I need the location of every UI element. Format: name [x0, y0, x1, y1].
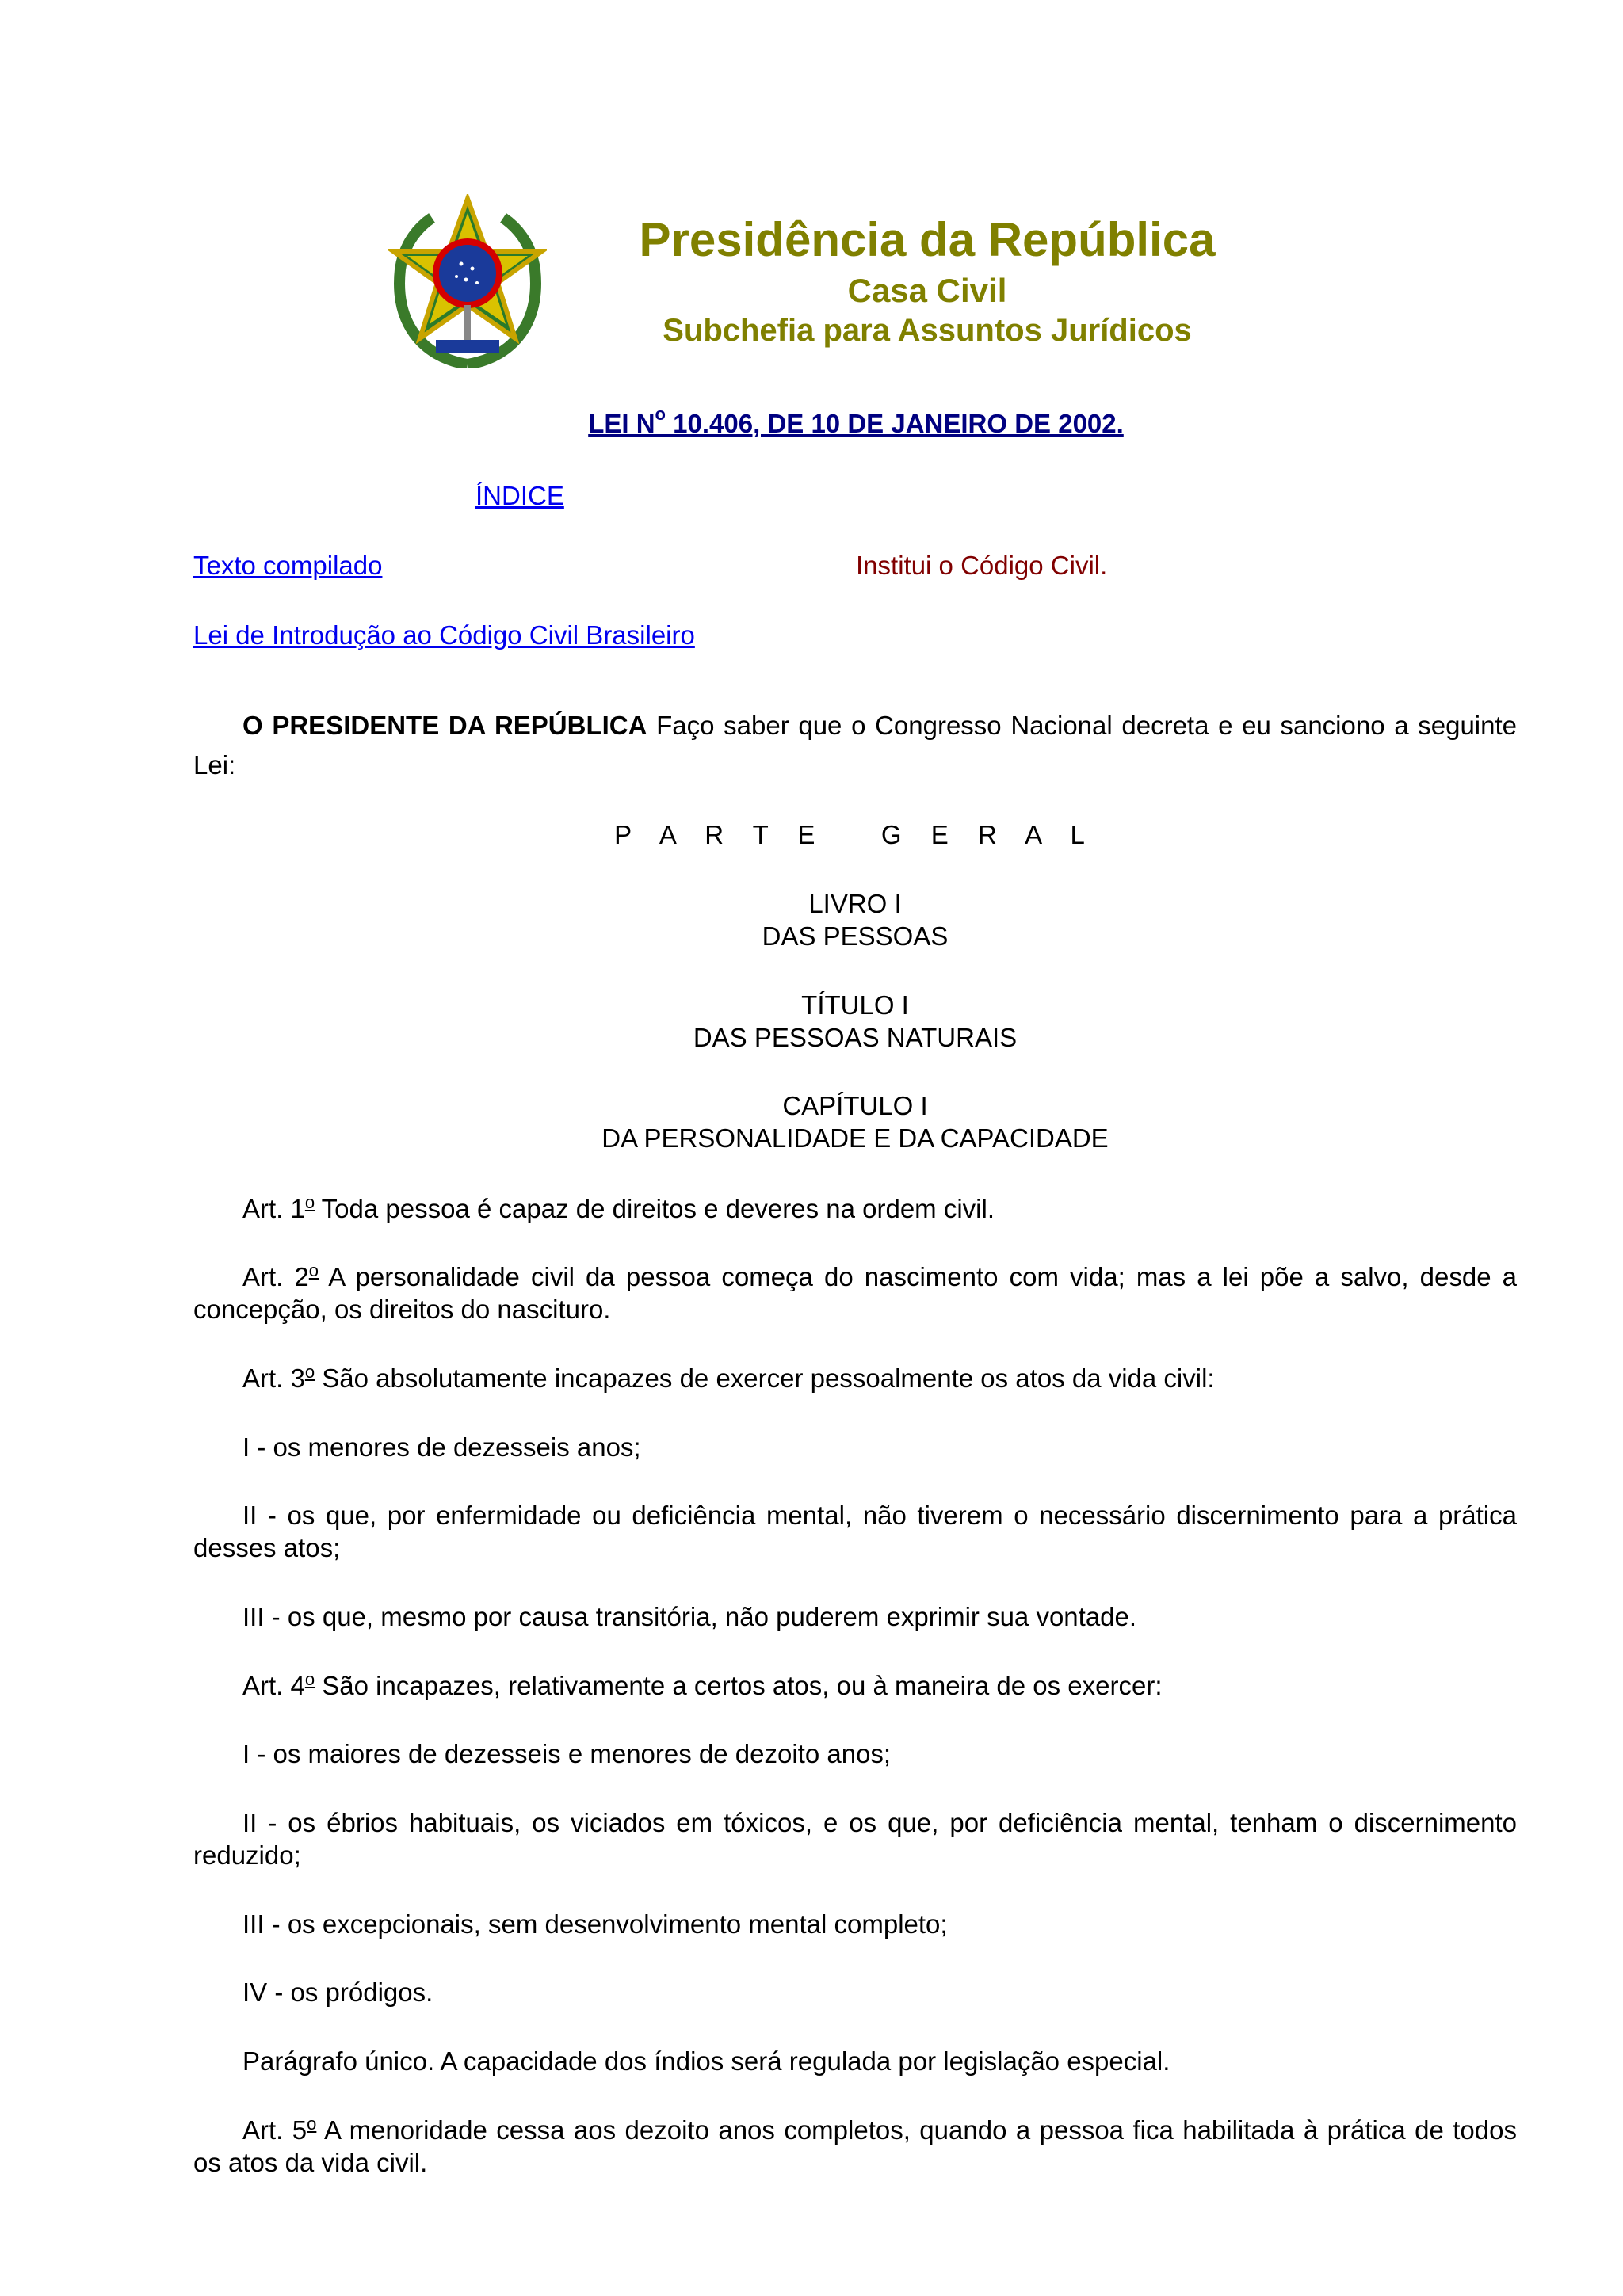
- law-ordinal: o: [655, 404, 666, 424]
- art-2-ordinal: o: [308, 1261, 319, 1280]
- lei-introducao-link[interactable]: Lei de Introdução ao Código Civil Brasileiro: [193, 620, 695, 650]
- art-4-text: São incapazes, relativamente a certos atos, ou à maneira de os exercer:: [315, 1671, 1163, 1700]
- law-title-link[interactable]: [588, 404, 1124, 438]
- art-3-text: São absolutamente incapazes de exercer pessoalmente os atos da vida civil:: [315, 1363, 1215, 1393]
- art-4-inciso-ii: II - os ébrios habituais, os viciados em tóxicos, e os que, por deficiência mental, tenham o discernimento reduzido;: [193, 1808, 1517, 1870]
- art-3-label: Art. 3: [242, 1363, 305, 1393]
- ementa: Institui o Código Civil.: [856, 551, 1108, 580]
- art-4-ordinal: o: [304, 1669, 315, 1689]
- art-4-paragrafo-unico: Parágrafo único. A capacidade dos índios será regulada por legislação especial.: [242, 2046, 1170, 2076]
- texto-compilado-link[interactable]: Texto compilado: [193, 551, 383, 580]
- art-4-inciso-iv: IV - os pródigos.: [242, 1978, 433, 2007]
- header-subtitle: Casa Civil: [847, 272, 1007, 309]
- art-1-text: Toda pessoa é capaz de direitos e deveres na ordem civil.: [315, 1194, 995, 1223]
- art-3: [193, 1362, 1517, 1394]
- header-office: Subchefia para Assuntos Jurídicos: [663, 313, 1192, 348]
- capitulo-name: DA PERSONALIDADE E DA CAPACIDADE: [601, 1123, 1109, 1153]
- titulo-number: TÍTULO I: [801, 990, 909, 1020]
- capitulo-number: CAPÍTULO I: [782, 1091, 928, 1120]
- art-4: [193, 1669, 1517, 1702]
- law-prefix: LEI N: [588, 409, 655, 438]
- preamble: [193, 706, 1517, 785]
- indice-link[interactable]: ÍNDICE: [475, 481, 564, 510]
- parte-heading: P A R T E G E R A L: [614, 820, 1096, 849]
- art-3-ordinal: o: [304, 1362, 315, 1382]
- livro-name: DAS PESSOAS: [762, 921, 949, 951]
- art-2-label: Art. 2: [242, 1262, 309, 1291]
- art-5: [193, 2114, 1517, 2179]
- art-3-inciso-iii: III - os que, mesmo por causa transitória, não puderem exprimir sua vontade.: [242, 1602, 1137, 1631]
- art-4-inciso-i: I - os maiores de dezesseis e menores de dezoito anos;: [242, 1739, 892, 1768]
- art-2-text: A personalidade civil da pessoa começa do nascimento com vida; mas a lei põe a salvo, desde a concepção, os direitos do nascituro.: [193, 1262, 1518, 1324]
- art-1-ordinal: o: [304, 1192, 315, 1212]
- preamble-text: Faço saber que o Congresso Nacional decreta e eu sanciono a seguinte Lei:: [193, 711, 1518, 780]
- law-number-date: 10.406, DE 10 DE JANEIRO DE 2002.: [666, 409, 1124, 438]
- art-5-text: A menoridade cessa aos dezoito anos completos, quando a pessoa fica habilitada à prática de todos os atos da vida civil.: [193, 2115, 1517, 2177]
- art-5-ordinal: o: [307, 2114, 317, 2134]
- coat-of-arms-logo: [388, 194, 547, 368]
- art-1-label: Art. 1: [242, 1194, 305, 1223]
- art-1: [193, 1192, 1517, 1225]
- art-3-inciso-i: I - os menores de dezesseis anos;: [242, 1432, 641, 1462]
- art-2: [193, 1261, 1517, 1325]
- law-title: [475, 406, 1236, 441]
- livro-number: LIVRO I: [808, 889, 902, 918]
- art-5-label: Art. 5: [242, 2115, 307, 2145]
- header-title: Presidência da República: [639, 213, 1216, 266]
- preamble-president: O PRESIDENTE DA REPÚBLICA: [242, 711, 647, 740]
- titulo-name: DAS PESSOAS NATURAIS: [693, 1023, 1018, 1052]
- art-4-label: Art. 4: [242, 1671, 305, 1700]
- art-3-inciso-ii: II - os que, por enfermidade ou deficiência mental, não tiverem o necessário discernimento para a prática desses atos;: [193, 1501, 1517, 1562]
- art-4-inciso-iii: III - os excepcionais, sem desenvolvimento mental completo;: [242, 1909, 948, 1939]
